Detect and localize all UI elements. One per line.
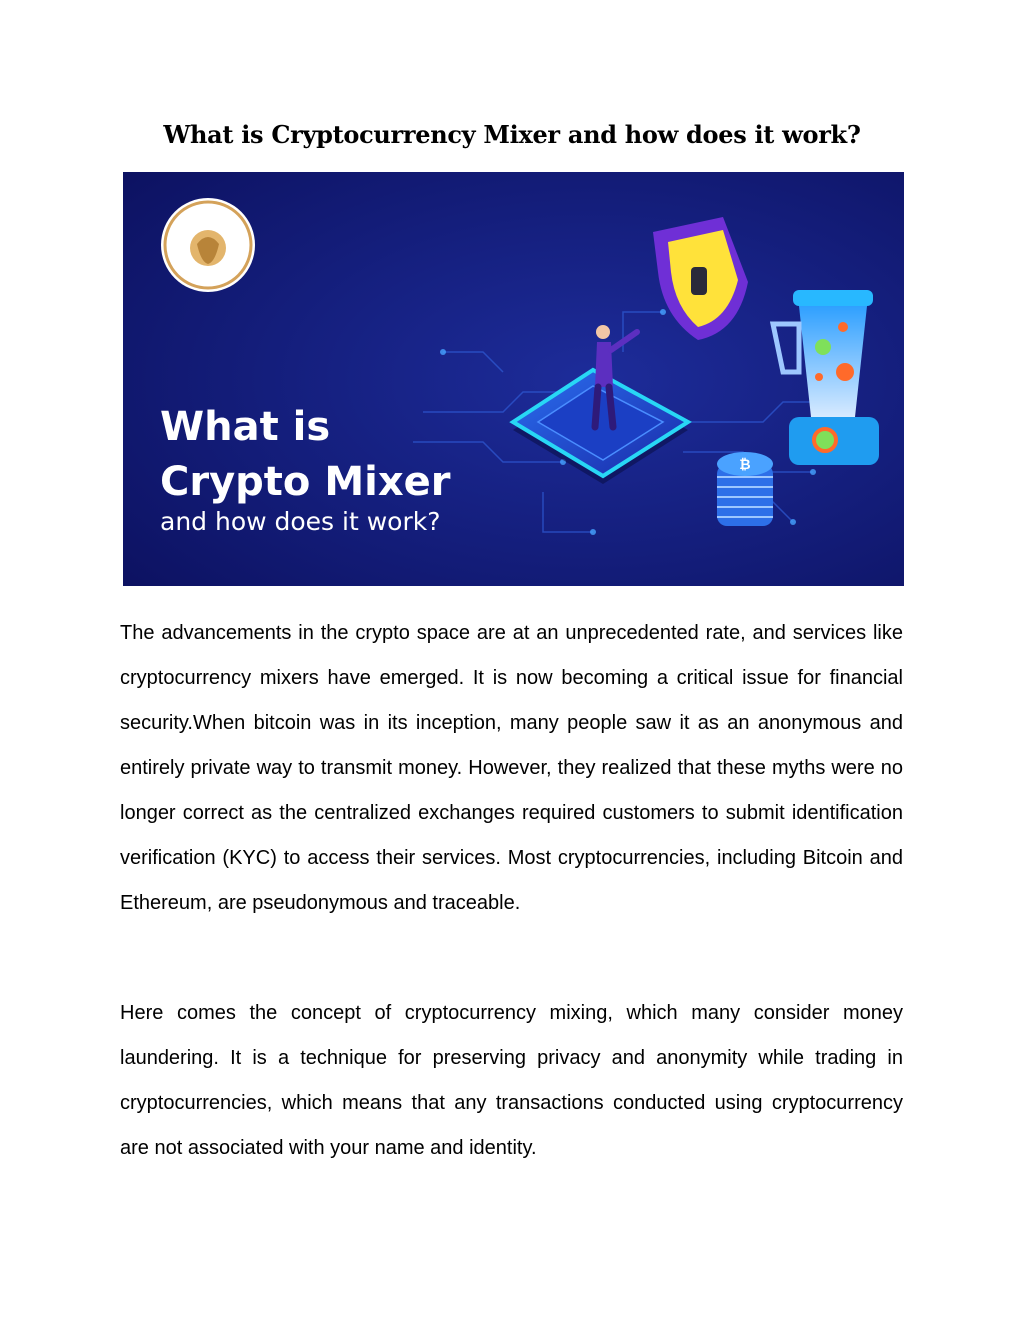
coin-gabbar-logo [161, 198, 255, 292]
banner-heading-line3: and how does it work? [160, 507, 441, 536]
page-title: What is Cryptocurrency Mixer and how does it work? [163, 120, 861, 149]
banner-heading-line2: Crypto Mixer [160, 459, 451, 505]
paragraph-mixing: Here comes the concept of cryptocurrency mixing, which many consider money laundering. It is a technique for preserving privacy and anonymity while trading in cryptocurrencies, which means that any transactions conducted using cryptocurrency are not associated with your name and identity. [120, 1002, 903, 1159]
hero-banner-image [123, 172, 904, 586]
coin-stack-icon [717, 452, 773, 526]
svg-text:₿: ₿ [739, 457, 751, 473]
paragraph-intro: The advancements in the crypto space are at an unprecedented rate, and services like cryptocurrency mixers have emerged. It is now becoming a critical issue for financial security.When bitcoin was in its inception, many people saw it as an anonymous and entirely private way to transmit money. However, they realized that these myths were no longer correct as the centralized exchanges required customers to submit identification verification (KYC) to access their services. Most cryptocurrencies, including Bitcoin and Ethereum, are pseudonymous and traceable. [120, 622, 903, 914]
banner-heading-line1: What is [160, 404, 331, 450]
